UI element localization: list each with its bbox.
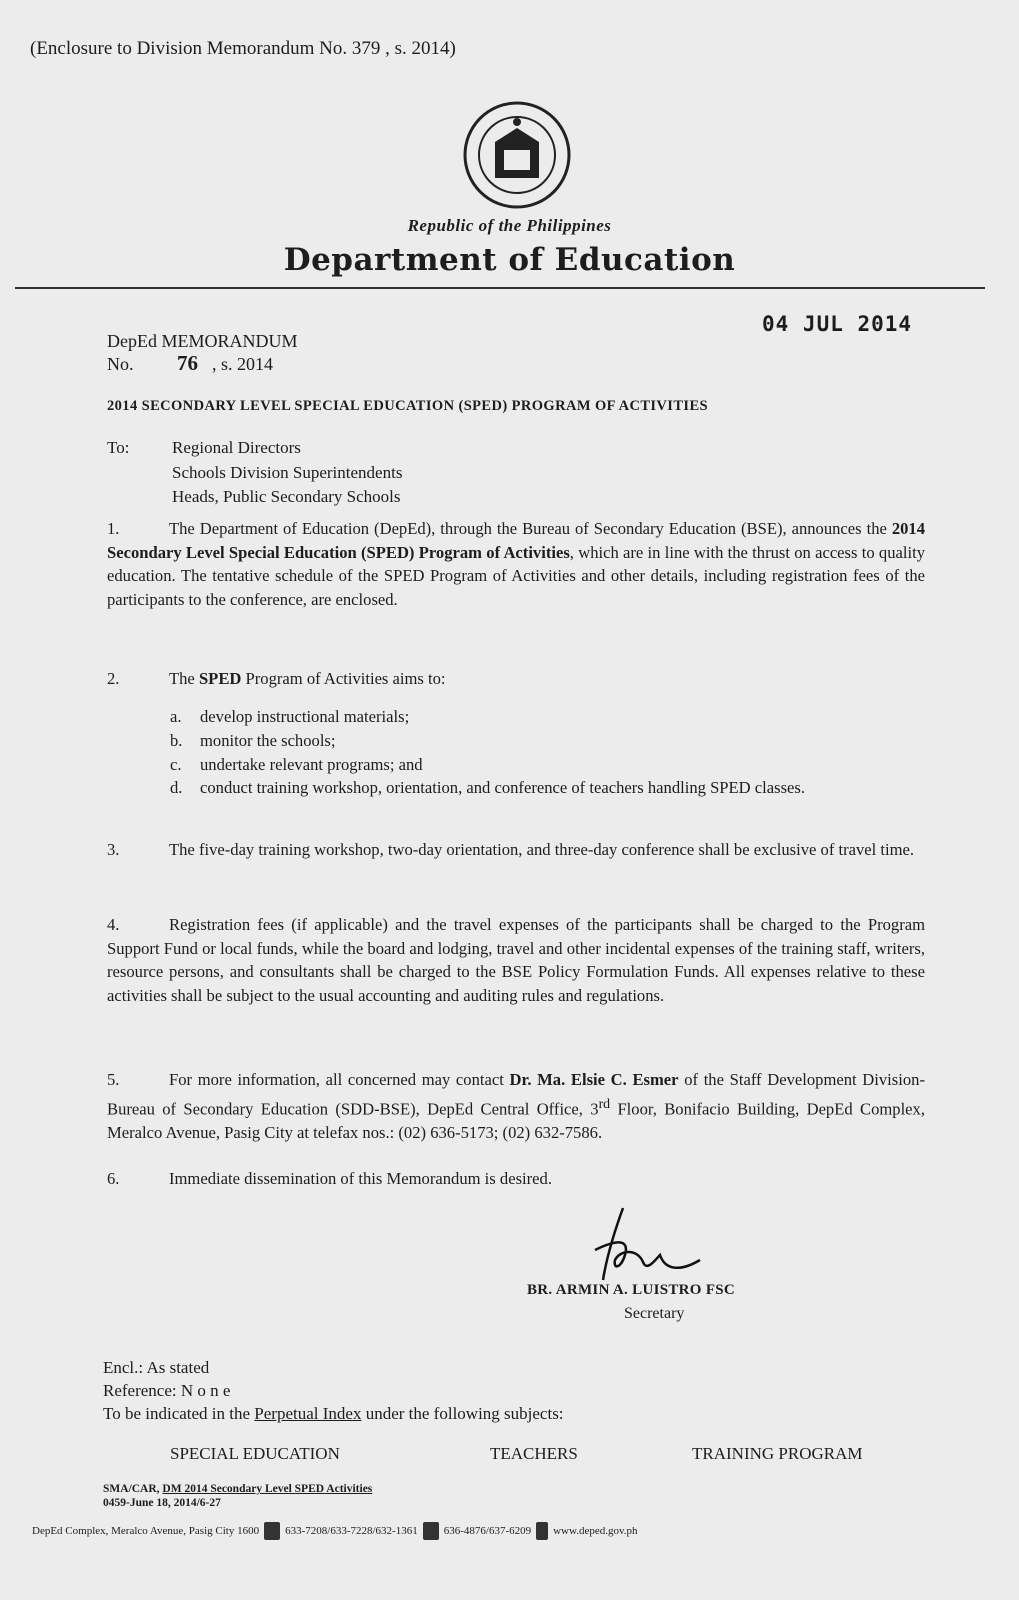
bold-text: 2014 Secondary Level Special Education (SPED) Program of Activities bbox=[107, 519, 925, 562]
bold-text: SPED bbox=[198, 669, 242, 688]
list-text: undertake relevant programs; and bbox=[200, 754, 423, 774]
aims-list bbox=[170, 705, 842, 800]
list-letter: b. bbox=[170, 730, 183, 750]
republic-heading: Republic of the Philippines bbox=[407, 216, 612, 235]
list-item bbox=[170, 729, 842, 753]
enclosure-note: (Enclosure to Division Memorandum No. 379 , s. 2014) bbox=[30, 38, 456, 59]
recipient: Regional Directors bbox=[172, 438, 301, 457]
paragraph-1 bbox=[107, 517, 925, 611]
memo-number-block bbox=[107, 330, 298, 375]
subject-item: TEACHERS bbox=[490, 1444, 578, 1463]
reference-line: Reference: N o n e bbox=[103, 1381, 231, 1400]
index-line bbox=[103, 1402, 564, 1425]
memo-title: 2014 SECONDARY LEVEL SPECIAL EDUCATION (SPED) PROGRAM OF ACTIVITIES bbox=[107, 398, 709, 414]
bold-text: Dr. Ma. Elsie C. Esmer bbox=[509, 1070, 679, 1089]
text: Registration fees (if applicable) and the travel expenses of the participants shall be charged to the Program Support Fund or local funds, while the board and lodging, travel and other incidental expenses of the training staff, writers, resource persons, and consultants shall be charged to the BSE Policy Formulation Funds. All expenses relative to these activities shall be subject to the usual accounting and auditing rules and regulations. bbox=[107, 915, 925, 1005]
list-letter: d. bbox=[170, 778, 183, 798]
footer-fax: 636-4876/637-6209 bbox=[443, 1525, 532, 1537]
paragraph-number: 3. bbox=[107, 840, 120, 859]
paragraph-number: 2. bbox=[107, 669, 120, 688]
footer-address: DepEd Complex, Meralco Avenue, Pasig City 1600 bbox=[32, 1525, 260, 1537]
paragraph-2 bbox=[107, 667, 925, 691]
text: under the following subjects: bbox=[361, 1404, 564, 1423]
memo-date-stamp: 04 JUL 2014 bbox=[762, 312, 913, 336]
text: The bbox=[169, 669, 199, 688]
text: For more information, all concerned may contact bbox=[169, 1070, 510, 1089]
paragraph-5 bbox=[107, 1068, 925, 1144]
signatory-title: Secretary bbox=[624, 1305, 685, 1322]
header-divider bbox=[15, 287, 985, 289]
enclosure-line: Encl.: As stated bbox=[103, 1358, 210, 1377]
recipient: Heads, Public Secondary Schools bbox=[172, 487, 401, 506]
paragraph-number: 4. bbox=[107, 915, 120, 934]
list-item bbox=[170, 705, 842, 729]
text: SMA/CAR, bbox=[103, 1483, 163, 1495]
list-text: conduct training workshop, orientation, and conference of teachers handling SPED classes. bbox=[200, 778, 806, 798]
department-heading: Department of Education bbox=[283, 242, 736, 278]
signatory-name: BR. ARMIN A. LUISTRO FSC bbox=[527, 1282, 736, 1298]
closing-block bbox=[103, 1356, 564, 1425]
paragraph-number: 6. bbox=[107, 1169, 120, 1188]
underlined-text: DM 2014 Secondary Level SPED Activities bbox=[162, 1483, 373, 1495]
text: Floor, Bonifacio Building, DepEd Complex, Meralco Avenue, Pasig City at telefax nos.: (02) 636-5173; (02) 632-7586. bbox=[107, 1099, 925, 1142]
footer bbox=[32, 1522, 638, 1540]
recipient: Schools Division Superintendents bbox=[172, 462, 403, 482]
globe-icon bbox=[536, 1522, 548, 1540]
superscript: rd bbox=[598, 1095, 611, 1111]
file-reference bbox=[103, 1482, 372, 1510]
text: The five-day training workshop, two-day orientation, and three-day conference shall be exclusive of travel time. bbox=[169, 840, 915, 859]
subject-item: SPECIAL EDUCATION bbox=[170, 1444, 340, 1463]
text: 0459-June 18, 2014/6-27 bbox=[103, 1497, 221, 1509]
paragraph-3 bbox=[107, 838, 925, 862]
text: Immediate dissemination of this Memorandum is desired. bbox=[169, 1169, 552, 1188]
text: of the Staff Development Division-Bureau of Secondary Education (SDD-BSE), DepEd Central Office, 3 bbox=[107, 1070, 925, 1119]
phone-icon bbox=[264, 1522, 280, 1540]
list-text: monitor the schools; bbox=[200, 730, 336, 750]
signature-icon bbox=[585, 1200, 705, 1290]
text: , which are in line with the thrust on access to quality education. The tentative schedule of the SPED Program of Activities and other details, including registration fees of the participants to the conference, are enclosed. bbox=[107, 542, 925, 609]
footer-phone: 633-7208/633-7228/632-1361 bbox=[285, 1525, 418, 1537]
list-text: develop instructional materials; bbox=[200, 707, 410, 726]
memo-no-label: No. bbox=[107, 354, 134, 374]
text: The Department of Education (DepEd), through the Bureau of Secondary Education (BSE), announces the bbox=[169, 519, 892, 538]
subject-item: TRAINING PROGRAM bbox=[692, 1444, 863, 1463]
list-item bbox=[170, 753, 842, 777]
memo-number: 76 bbox=[177, 351, 198, 375]
paragraph-6 bbox=[107, 1167, 925, 1191]
list-item bbox=[170, 776, 842, 800]
underlined-text: Perpetual Index bbox=[254, 1404, 362, 1423]
text: Program of Activities aims to: bbox=[241, 669, 446, 688]
list-letter: a. bbox=[170, 707, 182, 726]
paragraph-number: 5. bbox=[107, 1070, 120, 1089]
to-label: To: bbox=[107, 438, 130, 457]
fax-icon bbox=[423, 1522, 439, 1540]
paragraph-number: 1. bbox=[107, 519, 120, 538]
memo-series: , s. 2014 bbox=[212, 354, 274, 374]
text: To be indicated in the bbox=[103, 1404, 255, 1423]
recipients-block bbox=[107, 436, 402, 510]
deped-seal-icon bbox=[462, 100, 572, 210]
list-letter: c. bbox=[170, 754, 182, 774]
footer-website: www.deped.gov.ph bbox=[553, 1525, 638, 1537]
paragraph-4 bbox=[107, 913, 925, 1007]
memo-label: DepEd MEMORANDUM bbox=[107, 331, 298, 351]
